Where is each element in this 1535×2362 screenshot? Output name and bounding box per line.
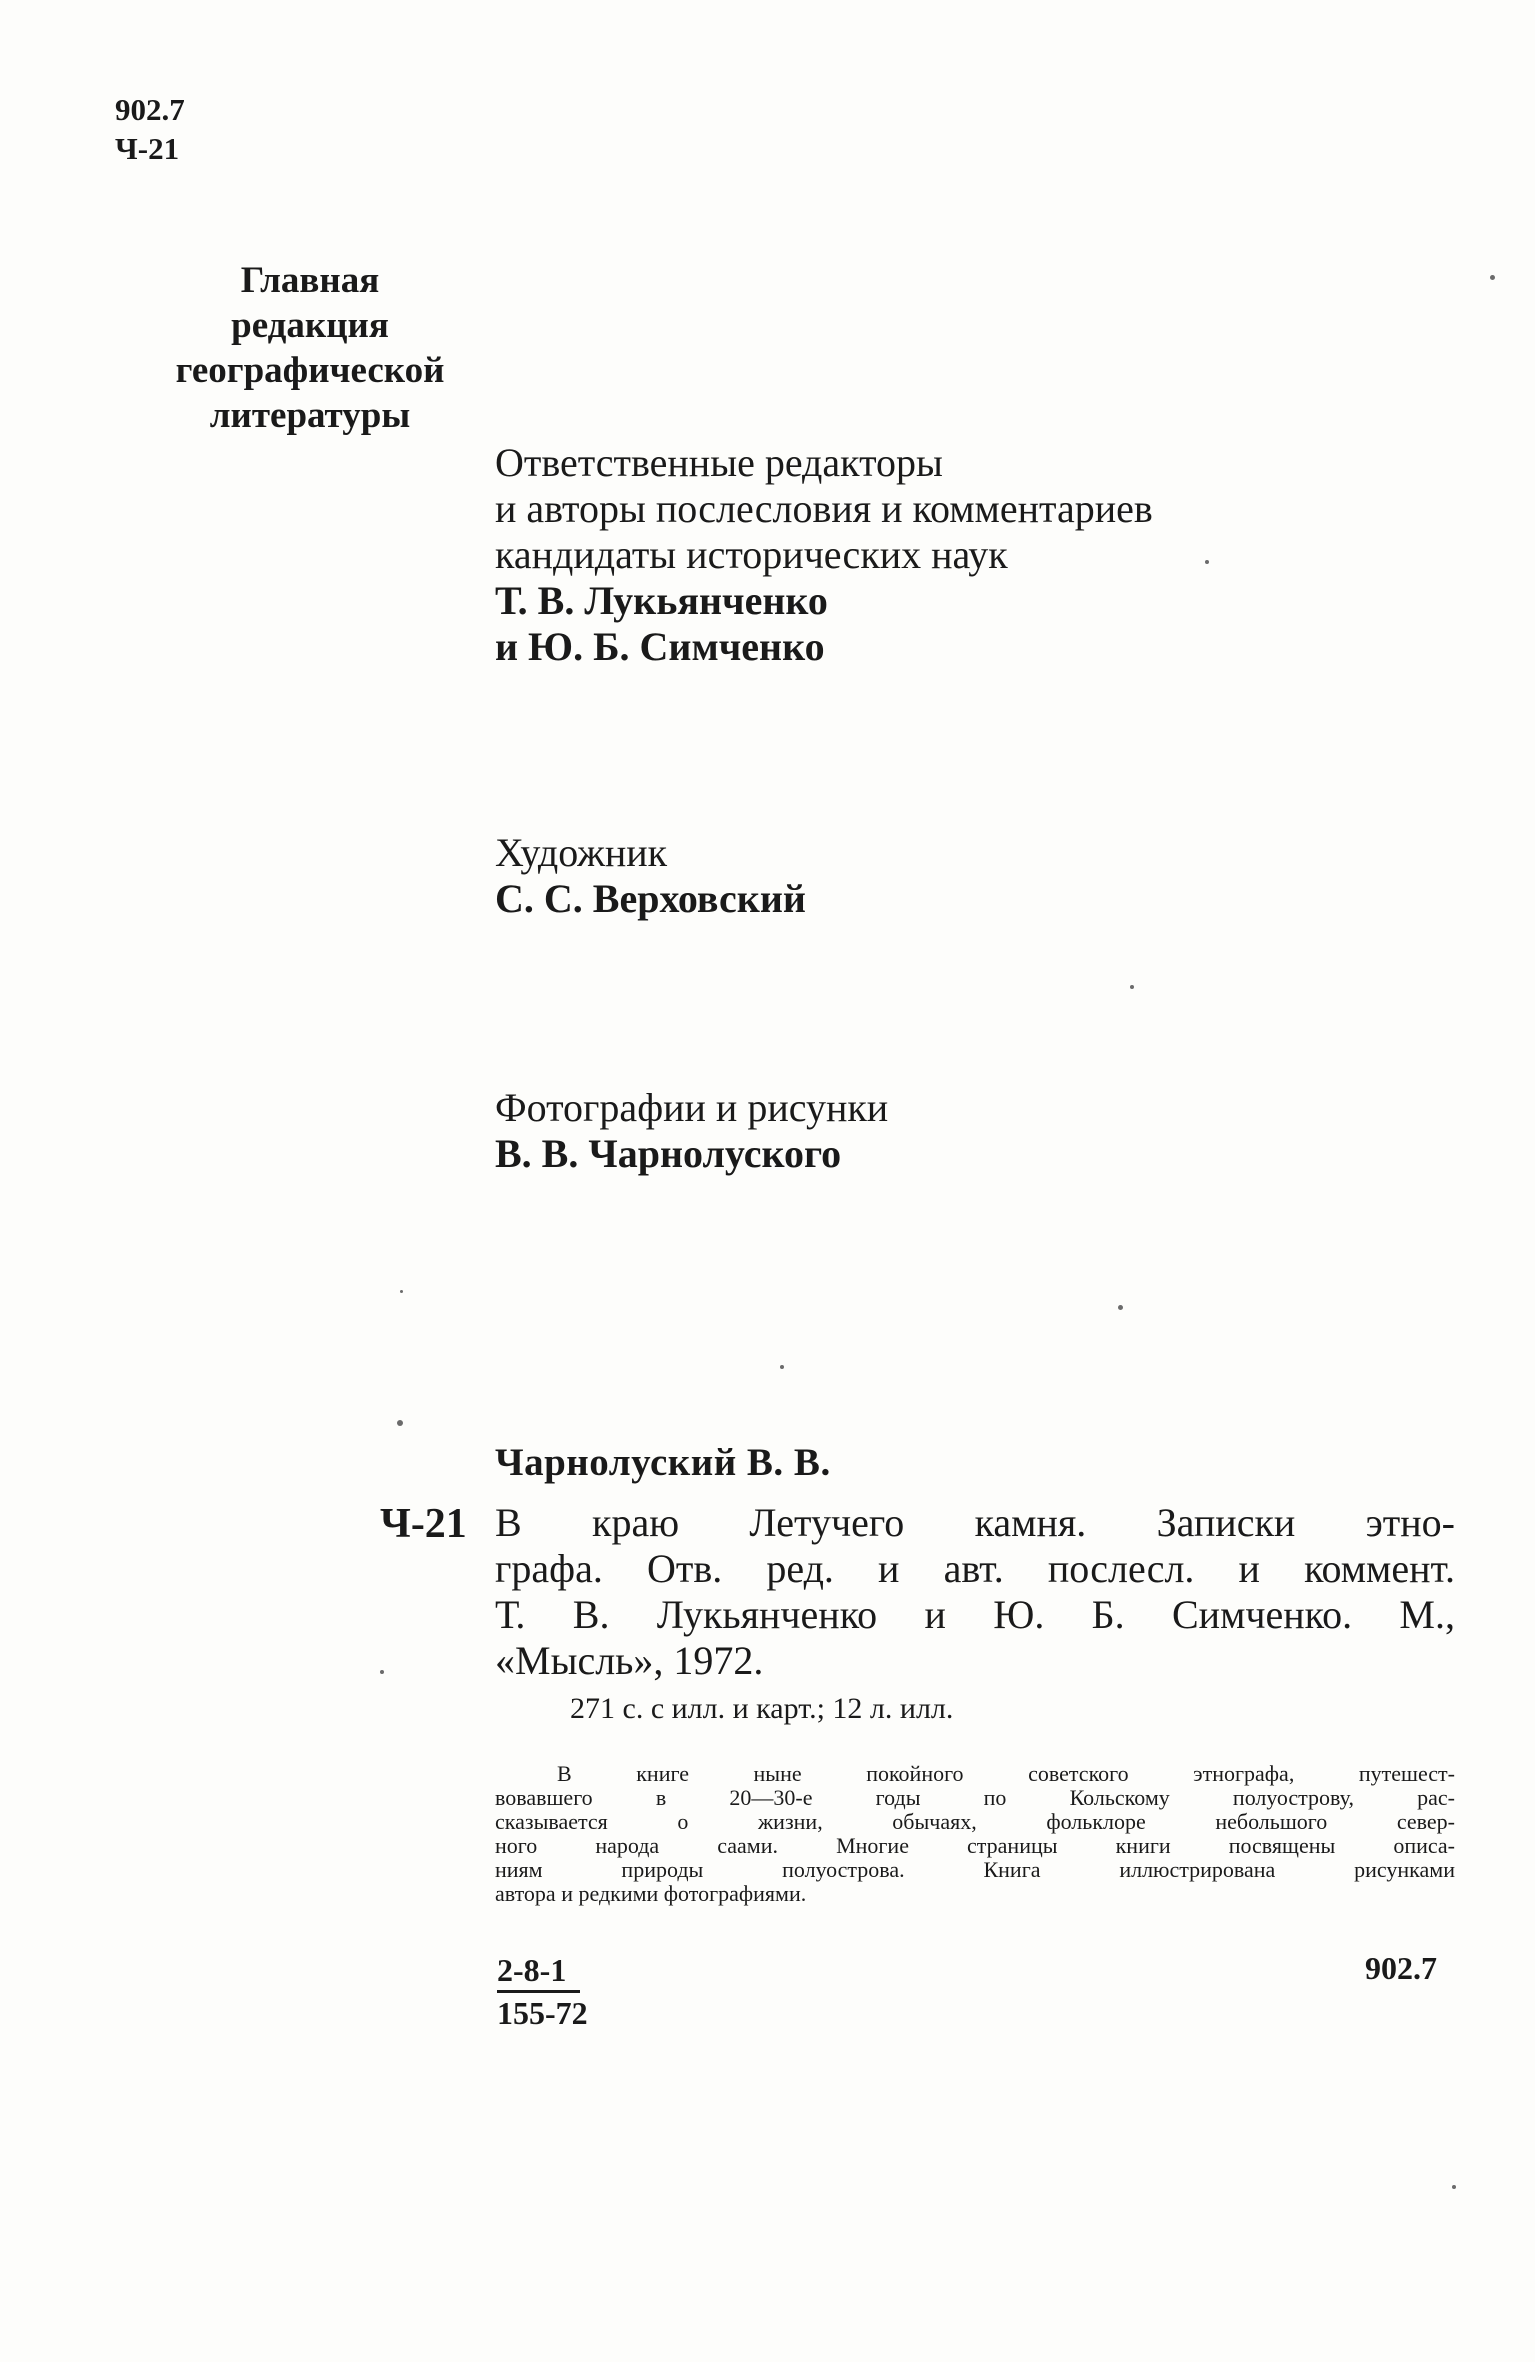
scan-speck xyxy=(780,1365,784,1369)
udk-code: 902.7 xyxy=(115,92,185,127)
annotation-line: В книге ныне покойного советского этнографа, путешест- xyxy=(557,1761,1455,1786)
photos-role: Фотографии и рисунки xyxy=(495,1085,889,1130)
scan-speck xyxy=(1205,560,1209,564)
annotation-line: ного народа саами. Многие страницы книги посвящены описа- xyxy=(495,1833,1455,1858)
editors-role-line: и авторы послесловия и комментариев xyxy=(495,486,1153,531)
photos-author: В. В. Чарнолуского xyxy=(495,1131,842,1176)
photos-block xyxy=(495,1085,888,1177)
artist-role: Художник xyxy=(495,830,668,875)
bibliographic-author: Чарнолуский В. В. xyxy=(495,1441,831,1484)
annotation xyxy=(495,1762,1455,1906)
editors-role-line: Ответственные редакторы xyxy=(495,440,943,485)
annotation-line: автора и редкими фотографиями. xyxy=(495,1881,807,1906)
fraction-numerator: 2-8-1 xyxy=(497,1950,580,1993)
description-line: Т. В. Лукьянченко и Ю. Б. Симченко. М., xyxy=(495,1592,1455,1637)
scan-speck xyxy=(400,1290,403,1293)
description-line: графа. Отв. ред. и авт. послесл. и коммент. xyxy=(495,1546,1455,1591)
bibliographic-description xyxy=(495,1500,1455,1684)
description-line: В краю Летучего камня. Записки этно- xyxy=(495,1500,1455,1545)
annotation-line: вовавшего в 20—30-е годы по Кольскому полуострову, рас- xyxy=(495,1785,1455,1810)
publisher-line: географической xyxy=(175,350,445,391)
annotation-line: ниям природы полуострова. Книга иллюстрирована рисунками xyxy=(495,1857,1455,1882)
scan-speck xyxy=(1490,275,1495,280)
publisher-line: Главная xyxy=(240,260,380,301)
udk-index-bottom: 902.7 xyxy=(1365,1950,1437,1986)
scan-speck xyxy=(1118,1305,1123,1310)
scan-speck xyxy=(1130,985,1134,989)
editor-name: Т. В. Лукьянченко xyxy=(495,578,828,623)
scan-speck xyxy=(1452,2185,1456,2189)
fraction-denominator: 155-72 xyxy=(497,1995,588,2031)
artist-block xyxy=(495,830,806,922)
editors-block xyxy=(495,440,1153,670)
price-code-fraction xyxy=(497,1950,588,2033)
publisher-line: редакция xyxy=(231,305,389,346)
udk-index-top xyxy=(115,90,185,168)
description-line: «Мысль», 1972. xyxy=(495,1638,764,1683)
annotation-line: сказывается о жизни, обычаях, фольклоре небольшого север- xyxy=(495,1809,1455,1834)
editors-role-line: кандидаты исторических наук xyxy=(495,532,1008,577)
publisher-block xyxy=(120,258,500,438)
scan-speck xyxy=(397,1420,403,1426)
bibliographic-extent: 271 с. с илл. и карт.; 12 л. илл. xyxy=(570,1692,954,1725)
shelf-code: Ч-21 xyxy=(115,131,180,166)
bibliographic-shelf-code: Ч-21 xyxy=(380,1501,467,1547)
scan-speck xyxy=(380,1670,384,1674)
artist-name: С. С. Верховский xyxy=(495,876,806,921)
editor-name: и Ю. Б. Симченко xyxy=(495,624,825,669)
publisher-line: литературы xyxy=(209,395,411,436)
